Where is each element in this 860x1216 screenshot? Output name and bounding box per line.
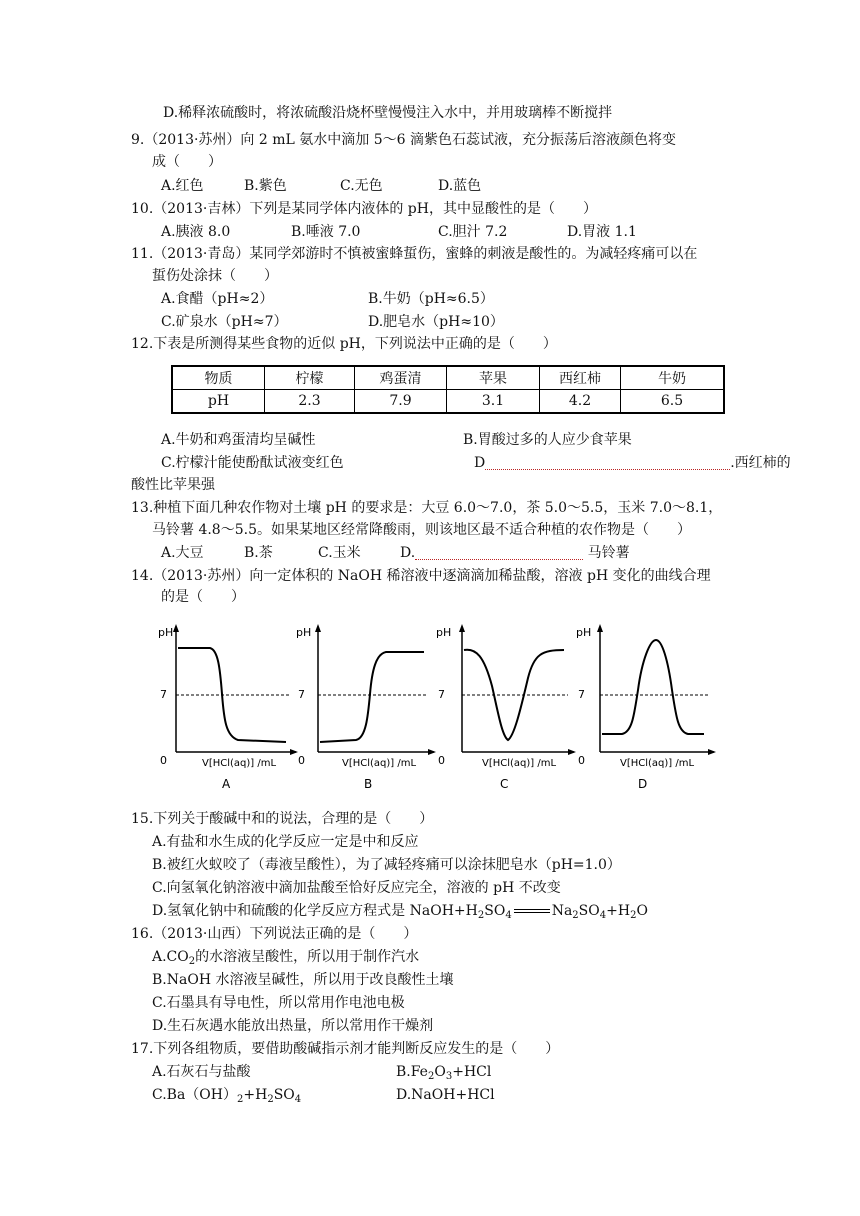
graph-zero: 0 <box>438 754 445 767</box>
table-cell: 苹果 <box>447 366 540 390</box>
q16-option-a: $A.CO_2$的水溶液呈酸性，所以用于制作汽水 <box>152 949 420 967</box>
q12-option-d <box>474 453 791 473</box>
y-arrow <box>597 624 603 632</box>
q11-stem: 11.（2013·青岛）某同学郊游时不慎被蜜蜂蜇伤，蜜蜂的刺液是酸性的。为减轻疼痛可以在 <box>131 246 698 262</box>
q13-option-a: A.大豆 <box>161 545 204 561</box>
q10-option-c: C.胆汁 7.2 <box>438 224 508 240</box>
q12-option-b: B.胃酸过多的人应少食苹果 <box>463 432 632 448</box>
q17-b-o: O <box>434 1064 446 1080</box>
table-cell: 6.5 <box>621 390 725 414</box>
q17-stem: 17.下列各组物质，要借助酸碱指示剂才能判断反应发生的是（ ） <box>131 1041 560 1057</box>
graph-label-d: D <box>638 777 648 791</box>
q16-option-c: C.石墨具有导电性，所以常用作电池电极 <box>152 995 405 1011</box>
graph-ylabel: pH <box>576 626 592 639</box>
q10-option-a: A.胰液 8.0 <box>161 224 231 240</box>
table-cell: 西红柿 <box>540 366 621 390</box>
q16-option-d: D.生石灰遇水能放出热量，所以常用作干燥剂 <box>152 1018 434 1034</box>
q15-stem: 15.下列关于酸碱中和的说法，合理的是（ ） <box>131 811 434 827</box>
graph-zero: 0 <box>160 754 167 767</box>
q16-a-text: 的水溶液呈酸性，所以用于制作汽水 <box>195 949 420 965</box>
q15-option-b: B.被红火蚁咬了（毒液呈酸性），为了减轻疼痛可以涂抹肥皂水（pH=1.0） <box>152 857 621 873</box>
q17-c-h: +H <box>243 1087 268 1103</box>
graph-ylabel: pH <box>296 626 312 639</box>
table-cell: 鸡蛋清 <box>355 366 447 390</box>
q17-option-d: D.NaOH+HCl <box>396 1087 495 1103</box>
q10-option-b: B.唾液 7.0 <box>291 224 361 240</box>
graph-ylabel: pH <box>436 626 452 639</box>
q15-option-a: A.有盐和水生成的化学反应一定是中和反应 <box>152 834 419 850</box>
q16-option-b: B.NaOH 水溶液呈碱性，所以用于改良酸性土壤 <box>152 972 454 988</box>
q13-option-d <box>400 543 630 563</box>
q10-stem: 10.（2013·吉林）下列是某同学体内液体的 pH，其中显酸性的是（ ） <box>131 201 597 217</box>
equals-sign <box>514 909 550 913</box>
table-cell: 2.3 <box>265 390 355 414</box>
q12-option-d-cont: 酸性比苹果强 <box>131 477 215 493</box>
q12-option-a: A.牛奶和鸡蛋清均呈碱性 <box>161 432 316 448</box>
q9-option-a: A.红色 <box>161 178 204 194</box>
y-arrow <box>459 624 465 632</box>
q11-stem-cont: 蜇伤处涂抹（ ） <box>152 268 278 284</box>
table-cell: 4.2 <box>540 390 621 414</box>
q15-option-d: D.氢氧化钠中和硫酸的化学反应方程式是 $NaOH+H_2SO_4$ $Na_2SO_4+H_2O$ <box>152 903 648 921</box>
q9-option-d: D.蓝色 <box>438 178 482 194</box>
q11-option-c: C.矿泉水（pH≈7） <box>161 314 288 330</box>
q15-d-o: O <box>636 903 648 919</box>
q17-c-so: SO <box>273 1087 295 1103</box>
x-arrow <box>708 749 716 755</box>
q15-d-so4b: SO <box>578 903 600 919</box>
q11-option-d: D.肥皂水（pH≈10） <box>368 314 504 330</box>
q15-option-c: C.向氢氧化钠溶液中滴加盐酸至恰好反应完全，溶液的 pH 不改变 <box>152 880 561 896</box>
table-cell: 柠檬 <box>265 366 355 390</box>
q12-option-d-tail: .西红柿的 <box>730 455 791 471</box>
q10-option-d: D.胃液 1.1 <box>567 224 637 240</box>
y-arrow <box>173 624 179 632</box>
dotted-line <box>415 547 583 560</box>
q12-stem: 12.下表是所测得某些食物的近似 pH，下列说法中正确的是（ ） <box>131 336 557 352</box>
q13-option-c: C.玉米 <box>318 545 361 561</box>
q12-option-c: C.柠檬汁能使酚酞试液变红色 <box>161 455 344 471</box>
q12-option-d-letter: D <box>474 455 486 471</box>
graph-c <box>436 616 576 794</box>
q14-stem-cont: 的是（ ） <box>161 589 245 605</box>
q14-stem: 14.（2013·苏州）向一定体积的 NaOH 稀溶液中逐滴滴加稀盐酸，溶液 pH 变化的曲线合理 <box>131 568 711 584</box>
q13-stem: 13.种植下面几种农作物对土壤 pH 的要求是：大豆 6.0～7.0，茶 5.0～5.5，玉米 7.0～8.1， <box>131 500 723 516</box>
graph-zero: 0 <box>578 754 585 767</box>
q17-option-c: $C.Ba(OH)_2+H_2SO_4$ <box>152 1087 302 1105</box>
graph-xlabel: V[HCl(aq)] /mL <box>202 758 277 769</box>
graph-zero: 0 <box>298 754 305 767</box>
q13-option-d-letter: D. <box>400 545 416 561</box>
q17-option-a: A.石灰石与盐酸 <box>152 1064 251 1080</box>
q9-stem-cont: 成（ ） <box>152 154 222 170</box>
q9-option-b: B.紫色 <box>244 178 287 194</box>
graph-b <box>296 616 436 794</box>
q17-b-fe: B.Fe <box>396 1064 428 1080</box>
q13-stem-cont: 马铃薯 4.8～5.5。如果某地区经常降酸雨，则该地区最不适合种植的农作物是（ ） <box>152 522 691 538</box>
q13-option-d-text: 马铃薯 <box>587 545 630 561</box>
q8-option-d: D.稀释浓硫酸时，将浓硫酸沿烧杯壁慢慢注入水中，并用玻璃棒不断搅拌 <box>163 105 613 121</box>
table-cell: 3.1 <box>447 390 540 414</box>
graph-a <box>158 616 298 794</box>
dotted-line <box>485 457 730 470</box>
q13-option-b: B.茶 <box>244 545 273 561</box>
q16-stem: 16.（2013·山西）下列说法正确的是（ ） <box>131 926 418 942</box>
q9-stem: 9.（2013·苏州）向 2 mL 氨水中滴加 5～6 滴紫色石蕊试液，充分振荡后溶液颜色将变 <box>131 132 676 148</box>
q15-d-h: +H <box>606 903 631 919</box>
graph-label-b: B <box>364 777 373 791</box>
graph-seven: 7 <box>578 688 585 701</box>
graph-xlabel: V[HCl(aq)] /mL <box>342 758 417 769</box>
table-cell: 牛奶 <box>621 366 725 390</box>
q17-b-hcl: +HCl <box>452 1064 492 1080</box>
x-arrow <box>428 749 436 755</box>
table-header-row <box>172 366 724 390</box>
q15-d-so4: SO <box>484 903 506 919</box>
graph-label-a: A <box>222 777 231 791</box>
q11-option-b: B.牛奶（pH≈6.5） <box>368 291 494 307</box>
q15-d-text: D.氢氧化钠中和硫酸的化学反应方程式是 NaOH+H <box>152 903 478 919</box>
table-cell: 7.9 <box>355 390 447 414</box>
table-row <box>172 390 724 414</box>
curve-d <box>602 640 704 734</box>
y-arrow <box>315 624 321 632</box>
q9-option-c: C.无色 <box>340 178 383 194</box>
table-cell: 物质 <box>172 366 265 390</box>
graph-seven: 7 <box>438 688 445 701</box>
graph-xlabel: V[HCl(aq)] /mL <box>482 758 557 769</box>
q17-option-b: $B.Fe_2O_3+HCl$ <box>396 1064 492 1082</box>
graph-ylabel: pH <box>158 626 174 639</box>
graph-xlabel: V[HCl(aq)] /mL <box>620 758 695 769</box>
q11-option-a: A.食醋（pH≈2） <box>161 291 274 307</box>
graph-label-c: C <box>500 777 509 791</box>
q15-d-na: Na <box>551 903 573 919</box>
table-cell: pH <box>172 390 265 414</box>
graph-seven: 7 <box>298 688 305 701</box>
x-arrow <box>568 749 576 755</box>
graph-d <box>576 616 716 794</box>
curve-b <box>320 652 424 742</box>
q17-c-ba: C.Ba（OH） <box>152 1087 237 1103</box>
graph-seven: 7 <box>160 688 167 701</box>
q16-a-co: A.CO <box>152 949 189 965</box>
ph-table <box>171 365 725 414</box>
